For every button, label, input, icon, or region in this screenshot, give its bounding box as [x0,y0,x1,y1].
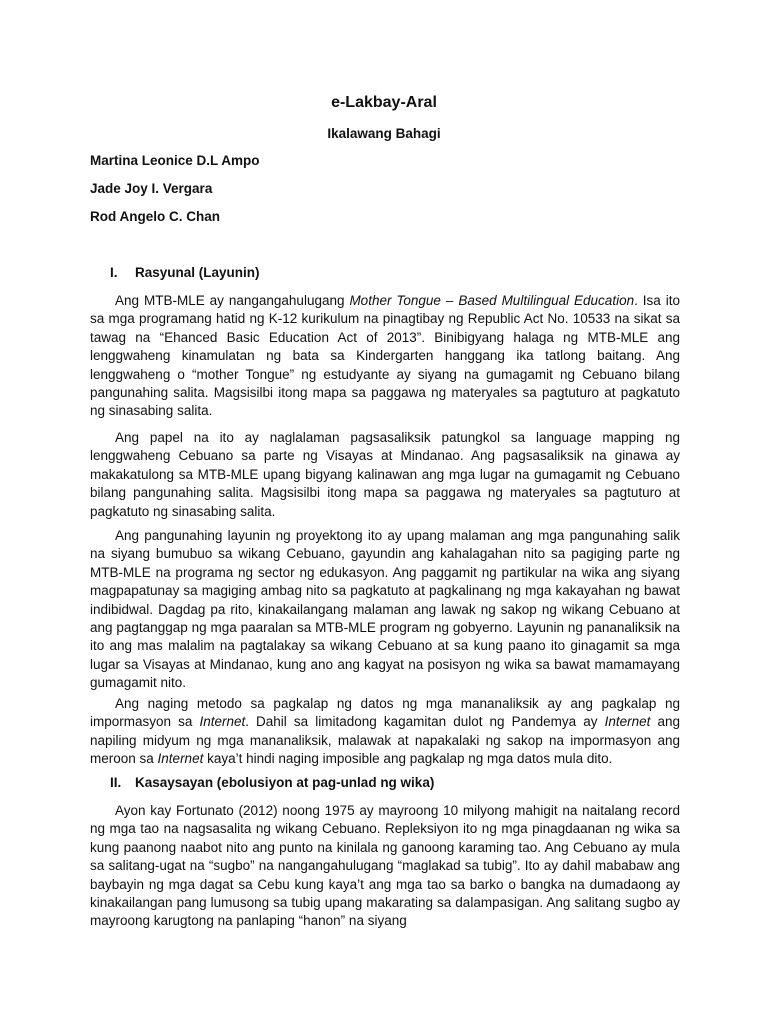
paragraph-layunin: Ang pangunahing layunin ng proyektong ito ay upang malaman ang mga pangunahing salik na siyang bumubuo sa wikang Cebuano, gayundin ang kahalagahan nito sa pagiging parte ng MTB-MLE na programa ng sector ng edukasyon. Ang paggamit ng partikular na wika ang siyang magpapatunay sa magiging ambag nito sa pagkatuto at pagkalinang ng mga kakayahan ng bawat indibidwal. Dagdag pa rito, kinakailangang malaman ang lawak ng sakop ng wikang Cebuano at ang pagtanggap ng mga paaralan sa MTB-MLE program ng gobyerno. Layunin ng pananaliksik na ito ang mas malalim na pagtalakay sa wikang Cebuano at sa kung paano ito ginagamit sa mga lugar sa Visayas at Mindanao, kung ano ang kagyat na posisyon ng wika sa bawat mamamayang gumagamit nito. [90,528,680,691]
paragraph-kasaysayan: Ayon kay Fortunato (2012) noong 1975 ay mayroong 10 milyong mahigit na naitalang record ng mga tao na nagsasalita ng wikang Cebuano. Repleksiyon ito ng mga pinagdaanan ng wika sa kung paanong naabot nito ang punto na kinilala ng ganoong karaming tao. Ang Cebuano ay mula sa salitang-ugat na “sugbo” na nangangahulugang “maglakad sa tubig”. Ito ay dahil mababaw ang baybayin ng mga dagat sa Cebu kung kaya’t ang mga tao sa barko o bangka na dumadaong ay kinakailangan pang lumusong sa tubig upang makarating sa dalampasigan. Ang salitang sugbo ay mayroong karugtong na panlaping “hanon” na siyang [90,803,680,929]
paragraph-metodo [90,695,680,769]
paragraph-text: Ang MTB-MLE ay nangangahulugang [115,293,350,308]
paragraph-text: ang napiling midyum ng mga mananaliksik, malawak at napakalaki ng sakop na impormasyon ang meroon sa [90,714,680,767]
section-heading-kasaysayan [90,775,690,790]
paragraph-mtb-mle [90,292,680,421]
document-title: e-Lakbay-Aral [331,94,437,111]
section-number: II. [110,775,122,790]
paragraph-emphasis: Mother Tongue – Based Multilingual Education [349,293,635,308]
paragraph-text: kaya’t hindi naging imposible ang pagkalap ng mga datos mula dito. [203,751,613,767]
section-title: Rasyunal (Layunin) [135,265,260,280]
author-name: Rod Angelo C. Chan [90,209,220,224]
paragraph-text: . Dahil sa limitadong kagamitan dulot ng Pandemya ay [245,714,605,730]
section-number: I. [110,265,118,280]
paragraph-text: . Isa ito sa mga programang hatid ng K-12 kurikulum na pinagtibay ng Republic Act No. 10533 na sikat sa tawag na “Ehanced Basic Education Act of 2013”. Binibigyang halaga ng MTB-MLE ang lenggwaheng kinamulatan ng bata sa Kindergarten hanggang ika tatlong baitang. Ang lenggwaheng o “mother Tongue” ng estudyante ay siyang na gumagamit ng Cebuano bilang pangunahing salita. Magsisilbi itong mapa sa paggawa ng materyales sa pagtuturo at pagkatuto ng sinasabing salita. [90,293,680,419]
paragraph-emphasis: Internet [157,751,204,767]
paragraph-emphasis: Internet [199,714,246,730]
author-name: Martina Leonice D.L Ampo [90,153,260,168]
section-title: Kasaysayan (ebolusiyon at pag-unlad ng wika) [135,775,435,790]
section-heading-rasyunal [90,265,690,280]
author-name: Jade Joy I. Vergara [90,181,213,196]
paragraph-emphasis: Internet [604,714,651,730]
paragraph-text: Ang naging metodo sa pagkalap ng datos ng mga mananaliksik ay ang pagkalap ng impormasyon sa [90,696,680,730]
document-subtitle: Ikalawang Bahagi [327,126,441,141]
paragraph-language-mapping: Ang papel na ito ay naglalaman pagsasaliksik patungkol sa language mapping ng lenggwaheng Cebuano sa parte ng Visayas at Mindanao. Ang pagsasaliksik na ginawa ay makakatulong sa MTB-MLE upang bigyang kalinawan ang mga lugar na gumagamit ng Cebuano bilang pangunahing salita. Magsisilbi itong mapa sa paggawa ng materyales sa pagtuturo at pagkatuto ng sinasabing salita. [90,430,680,519]
